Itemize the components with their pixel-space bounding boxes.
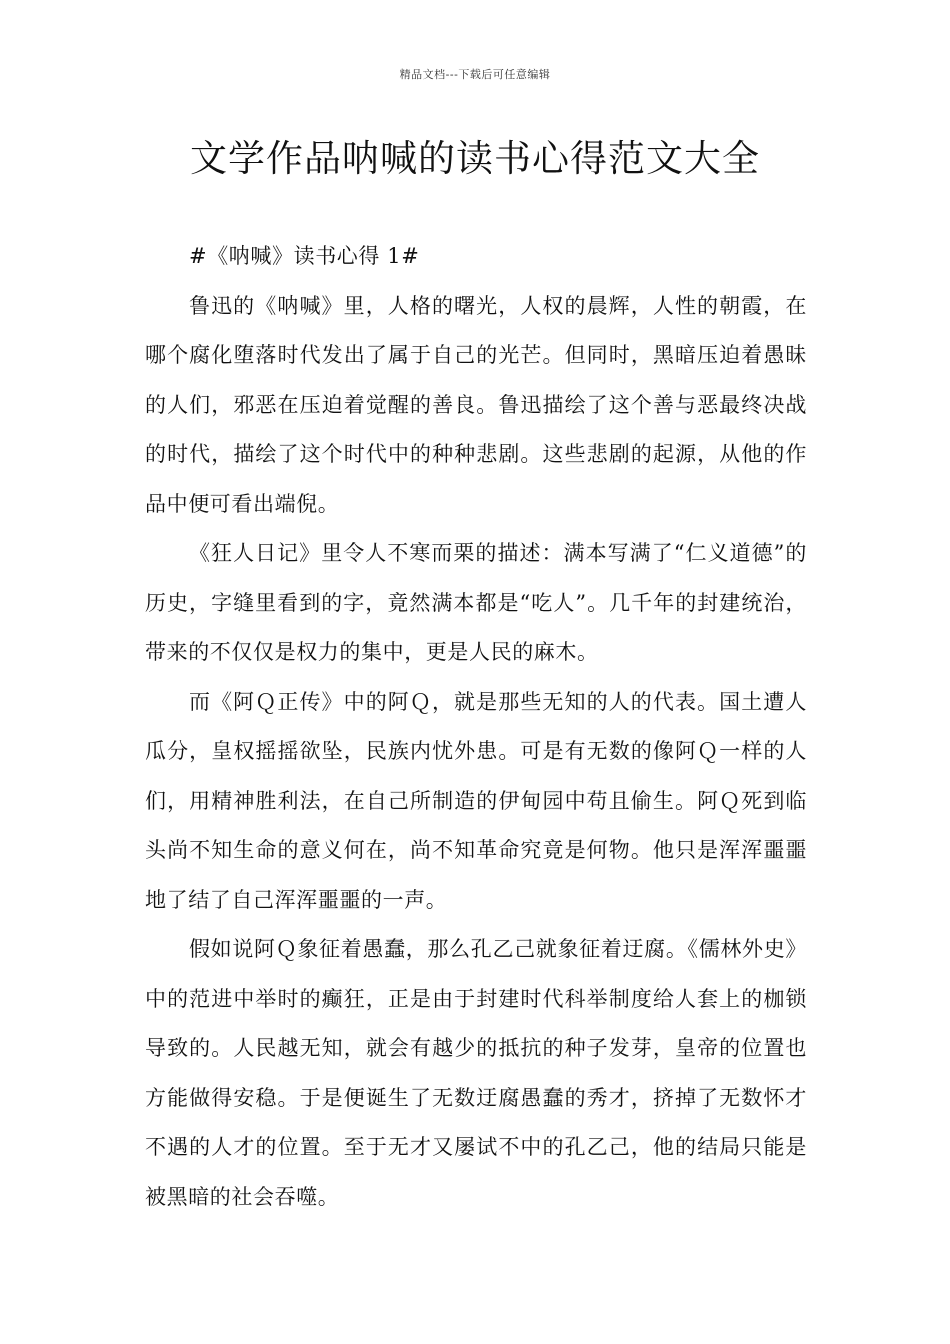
document-body xyxy=(145,232,807,1222)
paragraph-2: 《狂人日记》里令人不寒而栗的描述：满本写满了“仁义道德”的历史，字缝里看到的字，竟然满本都是“吃人”。几千年的封建统治，带来的不仅仅是权力的集中，更是人民的麻木。 xyxy=(145,541,807,664)
header-note: 精品文档---下载后可任意编辑 xyxy=(399,68,551,81)
page-title: 文学作品呐喊的读书心得范文大全 xyxy=(190,137,760,180)
section-heading: #《呐喊》读书心得 1# xyxy=(189,244,420,268)
paragraph-4: 假如说阿Ｑ象征着愚蠢，那么孔乙己就象征着迂腐。《儒林外史》中的范进中举时的癫狂，正是由于封建时代科举制度给人套上的枷锁导致的。人民越无知，就会有越少的抵抗的种子发芽，皇帝的位置也方能做得安稳。于是便诞生了无数迂腐愚蠢的秀才，挤掉了无数怀才不遇的人才的位置。至于无才又屡试不中的孔乙己，他的结局只能是被黑暗的社会吞噬。 xyxy=(145,937,807,1209)
paragraph-1: 鲁迅的《呐喊》里，人格的曙光，人权的晨辉，人性的朝霞，在哪个腐化堕落时代发出了属于自己的光芒。但同时，黑暗压迫着愚昧的人们，邪恶在压迫着觉醒的善良。鲁迅描绘了这个善与恶最终决战的时代，描绘了这个时代中的种种悲剧。这些悲剧的起源，从他的作品中便可看出端倪。 xyxy=(145,293,807,516)
paragraph-3: 而《阿Ｑ正传》中的阿Ｑ，就是那些无知的人的代表。国土遭人瓜分，皇权摇摇欲坠，民族内忧外患。可是有无数的像阿Ｑ一样的人们，用精神胜利法，在自己所制造的伊甸园中苟且偷生。阿Ｑ死到临头尚不知生命的意义何在，尚不知革命究竟是何物。他只是浑浑噩噩地了结了自己浑浑噩噩的一声。 xyxy=(145,689,807,912)
